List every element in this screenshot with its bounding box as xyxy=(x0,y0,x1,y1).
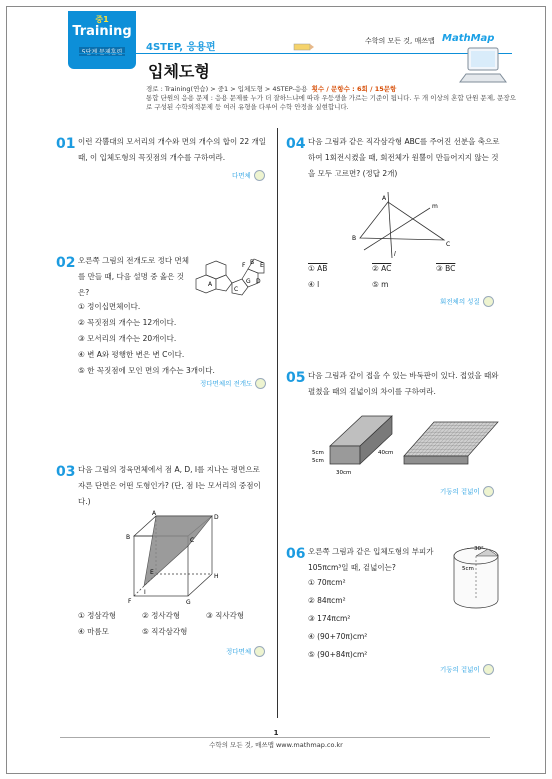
header-rule xyxy=(68,53,512,54)
question-number: 01 xyxy=(56,136,76,152)
pencil-tag-icon xyxy=(483,296,494,307)
topic-tag: 기둥의 겉넓이 xyxy=(440,486,494,497)
cube-label: A xyxy=(152,510,157,517)
dim-label: 5cm xyxy=(312,458,324,464)
dim-label: 5cm xyxy=(312,450,324,456)
badge-title: Training xyxy=(72,24,132,39)
triangle-label: A xyxy=(382,195,387,202)
answer-option[interactable]: ④ (90+70π)cm² xyxy=(308,632,368,641)
question-number: 02 xyxy=(56,255,76,271)
mathmap-logo: MathMap xyxy=(442,33,495,44)
topic-tag: 정다면체의 전개도 xyxy=(200,378,266,389)
answer-option[interactable]: ③ 모서리의 개수는 20개이다. xyxy=(78,334,177,343)
triangle-label: C xyxy=(446,241,451,248)
question-text: 오른쪽 그림의 전개도로 정다 면체를 만들 때, 다음 설명 중 옳은 것은? xyxy=(78,256,189,297)
question-number: 04 xyxy=(286,136,306,152)
info-description: 통합 단원의 응용 문제 : 응용 문제를 누가 더 잘하느냐에 따라 우등생을 가르는 기준이 됩니다. 두 개 이상의 혼합 단원 문제, 문장으로 구성된 수학외적문제 등 여러 유형을 다루어 수학 안정을 실현합니다. xyxy=(146,94,516,111)
pencil-tag-icon xyxy=(483,486,494,497)
cube-label: I xyxy=(144,589,146,596)
footer-text: 수학의 모든 것, 매쓰맵 www.mathmap.co.kr xyxy=(209,741,343,749)
cylinder-wedge-diagram xyxy=(448,544,504,610)
pencil-tag-icon xyxy=(483,664,494,675)
slogan: 수학의 모든 것, 매쓰맵 xyxy=(365,37,435,45)
answer-option[interactable]: ⑤ (90+84π)cm² xyxy=(308,650,368,659)
topic-tag: 회전체의 성질 xyxy=(440,296,494,307)
dim-label: 30cm xyxy=(336,470,352,476)
question-text: 오른쪽 그림과 같은 입체도형의 부피가 105πcm³일 때, 겉넓이는? xyxy=(308,547,434,572)
right-triangle-diagram xyxy=(350,190,460,260)
answer-option[interactable]: ⑤ m xyxy=(372,280,389,289)
question-text: 이런 각뿔대의 모서리의 개수와 면의 개수의 합이 22 개일 때, 이 입체도형의 꼭짓점의 개수를 구하여라. xyxy=(78,137,267,162)
net-diagram xyxy=(190,253,272,305)
answer-option[interactable]: ④ 변 A와 평행한 변은 변 C이다. xyxy=(78,350,185,359)
computer-illustration-icon xyxy=(450,46,512,86)
net-label: G xyxy=(246,278,251,285)
badge-subtitle xyxy=(79,47,126,56)
net-label: A xyxy=(208,281,213,288)
dim-label: 40cm xyxy=(378,450,394,456)
answer-option[interactable]: ① 정삼각형 xyxy=(78,611,117,620)
footer-rule xyxy=(60,737,490,738)
column-divider xyxy=(277,128,278,718)
net-label: D xyxy=(256,278,261,285)
topic-tag: 정다면체 xyxy=(226,646,265,657)
cube-label: H xyxy=(214,573,219,580)
triangle-label: l xyxy=(394,251,396,258)
answer-option[interactable]: ① AB xyxy=(308,264,328,273)
cube-label: D xyxy=(214,514,219,521)
pencil-tag-icon xyxy=(255,378,266,389)
go-board-diagram xyxy=(312,400,502,480)
net-label: B xyxy=(250,259,255,266)
answer-option[interactable]: ① 정이십면체이다. xyxy=(78,302,141,311)
angle-label: 30° xyxy=(474,546,484,552)
cube-label: G xyxy=(186,599,191,606)
page-number: 1 xyxy=(273,729,279,737)
cube-diagram xyxy=(120,510,230,606)
answer-option[interactable]: ③ BC xyxy=(436,264,456,273)
net-label: E xyxy=(260,262,264,269)
answer-option[interactable]: ④ l xyxy=(308,280,320,289)
answer-option[interactable]: ② 정사각형 xyxy=(142,611,181,620)
grade-label: 중1 xyxy=(95,15,109,24)
pencil-icon xyxy=(292,40,314,54)
answer-option[interactable]: ⑤ 한 꼭짓점에 모인 면의 개수는 3개이다. xyxy=(78,366,215,375)
answer-option[interactable]: ③ 직사각형 xyxy=(206,611,245,620)
page-title: 입체도형 xyxy=(148,62,210,81)
question-text: 다음 그림의 정육면체에서 점 A, D, I를 지나는 평면으로 자른 단면은 어떤 도형인가? (단, 점 I는 모서리의 중점이다.) xyxy=(78,465,261,506)
dim-label: 5cm xyxy=(462,566,474,572)
answer-option[interactable]: ② AC xyxy=(372,264,392,273)
answer-option[interactable]: ② 84πcm² xyxy=(308,596,346,605)
topic-tag: 다면체 xyxy=(232,170,265,181)
cube-label: F xyxy=(128,598,132,605)
cube-label: B xyxy=(126,534,131,541)
net-label: C xyxy=(234,286,239,293)
triangle-label: m xyxy=(432,203,438,210)
net-label: F xyxy=(242,262,246,269)
cube-label: C xyxy=(190,537,195,544)
info-count: 횟수 / 문항수 : 6회 / 15문항 xyxy=(311,85,397,93)
answer-option[interactable]: ③ 174πcm² xyxy=(308,614,351,623)
cube-label: E xyxy=(150,569,154,576)
info-path: 경로 : Training(연습) > 중1 > 입체도형 > 4STEP-응용 xyxy=(146,85,308,93)
question-number: 05 xyxy=(286,370,306,386)
answer-option[interactable]: ① 70πcm² xyxy=(308,578,346,587)
step-label: 4STEP, 응용편 xyxy=(146,42,216,53)
question-number: 03 xyxy=(56,464,76,480)
question-text: 다음 그림과 같이 접을 수 있는 바둑판이 있다. 접었을 때와 펼쳤을 때의 겉넓이의 차이를 구하여라. xyxy=(308,371,499,396)
answer-option[interactable]: ② 꼭짓점의 개수는 12개이다. xyxy=(78,318,177,327)
training-badge xyxy=(68,11,136,69)
info-box xyxy=(146,85,516,112)
pencil-tag-icon xyxy=(254,170,265,181)
topic-tag: 기둥의 겉넓이 xyxy=(440,664,494,675)
pencil-tag-icon xyxy=(254,646,265,657)
answer-option[interactable]: ④ 마름모 xyxy=(78,627,109,636)
question-number: 06 xyxy=(286,546,306,562)
question-text: 다음 그림과 같은 직각삼각형 ABC를 주어진 선분을 축으로 하여 1회전시켰을 때, 회전체가 원뿔이 만들어지지 않는 것을 모두 고르면? (정답 2개) xyxy=(308,137,500,178)
triangle-label: B xyxy=(352,235,357,242)
answer-option[interactable]: ⑤ 직각삼각형 xyxy=(142,627,188,636)
